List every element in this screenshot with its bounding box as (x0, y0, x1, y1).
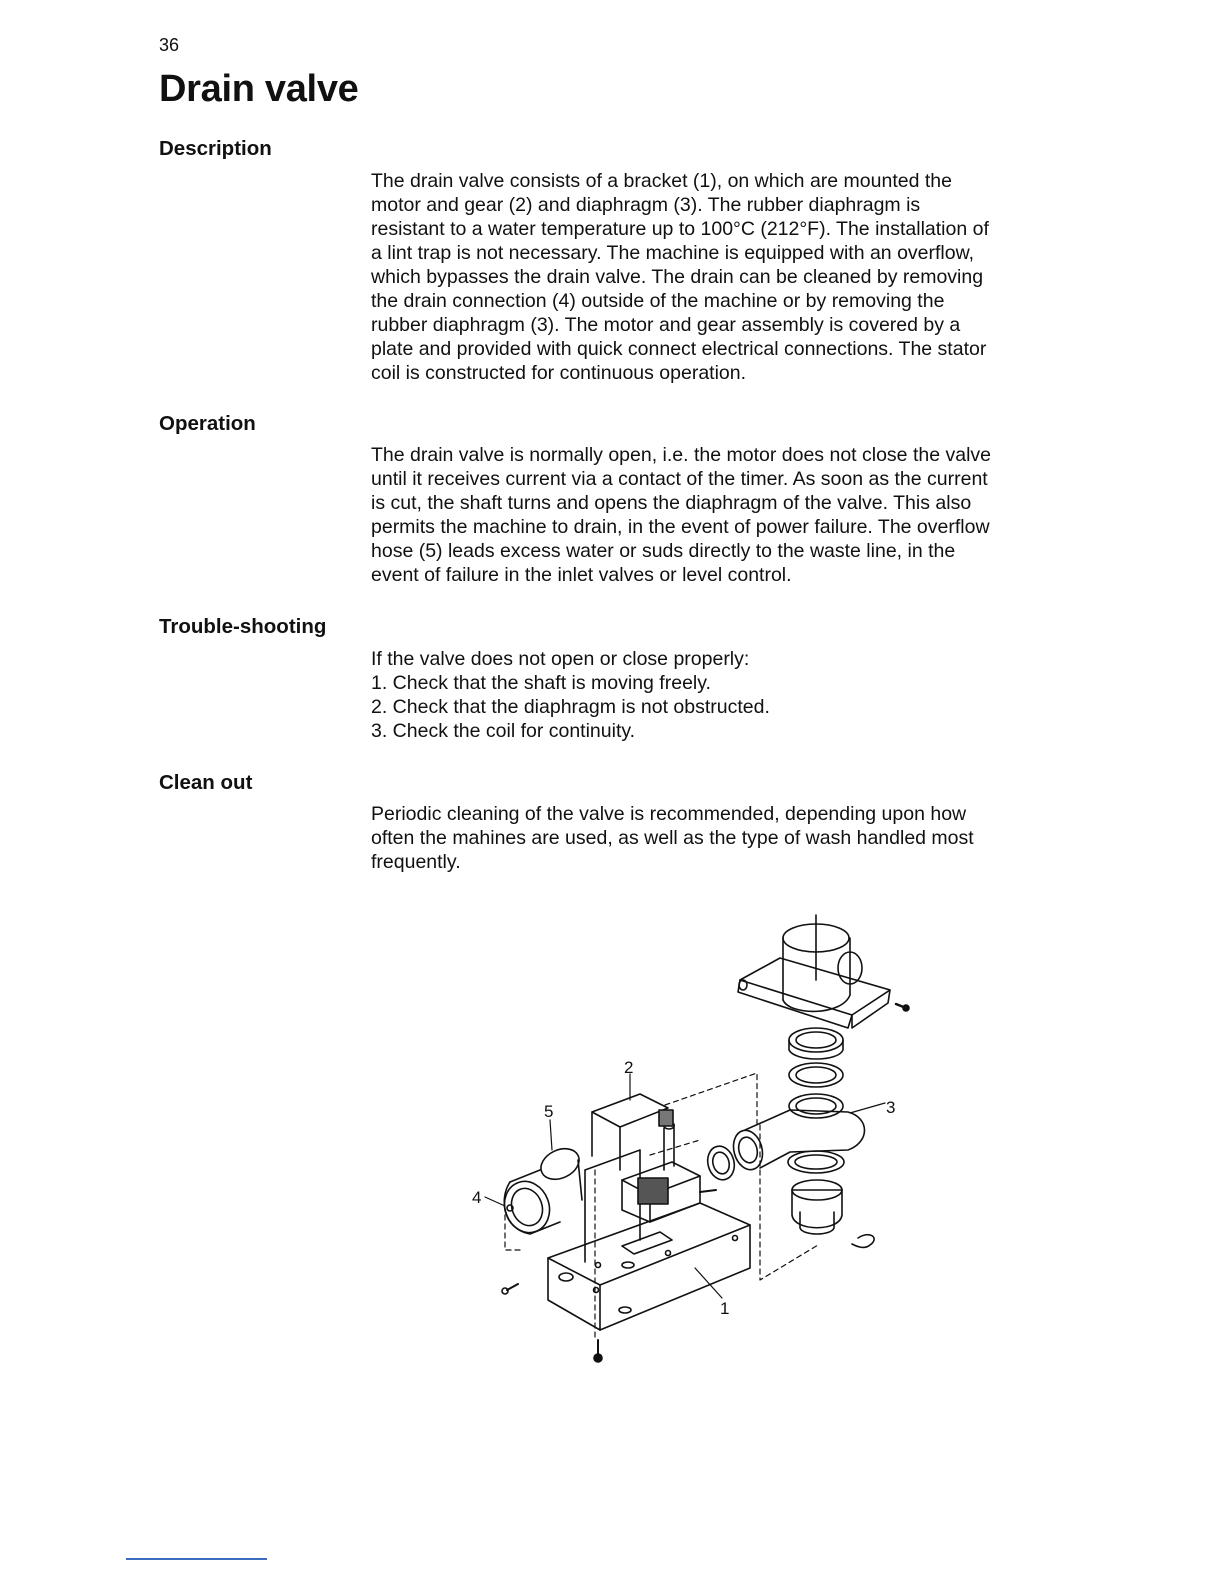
description-heading: Description (159, 137, 272, 160)
callout-3: 3 (886, 1098, 896, 1117)
footer-rule (126, 1558, 267, 1560)
callout-5: 5 (544, 1102, 554, 1121)
drain-connection (497, 1143, 584, 1239)
description-text: The drain valve consists of a bracket (1), on which are mounted the motor and gear (2) and diaphragm (3). The rubber diaphragm is resistant to a water temperature up to 100°C (212°F). The installation of a lint trap is not necessary. The machine is equipped with an overflow, which bypasses the drain valve. The drain can be cleaned by removing the drain connection (4) outside of the machine or by removing the rubber diaphragm (3). The motor and gear assembly is covered by a plate and provided with quick connect electrical connections. The stator coil is constructed for continuous operation. (371, 170, 989, 384)
trouble-shooting-heading: Trouble-shooting (159, 615, 327, 638)
diaphragm-housing (729, 1110, 864, 1234)
clamp-rings (704, 1028, 844, 1183)
page-number: 36 (159, 35, 180, 55)
operation-text: The drain valve is normally open, i.e. the motor does not close the valve until it receives current via a contact of the timer. As soon as the current is cut, the shaft turns and opens the diaphragm of the valve. This also permits the machine to drain, in the event of power failure. The overflow hose (5) leads excess water or suds directly to the waste line, in the event of failure in the inlet valves or level control. (371, 444, 991, 586)
clean-out-heading: Clean out (159, 771, 253, 794)
operation-heading: Operation (159, 412, 256, 435)
clean-out-text: Periodic cleaning of the valve is recommended, depending upon how often the mahines are used, as well as the type of wash handled most frequently. (371, 803, 974, 873)
callout-4: 4 (472, 1188, 482, 1207)
drain-valve-exploded-diagram (440, 905, 940, 1375)
callout-2: 2 (624, 1058, 634, 1077)
callout-1: 1 (720, 1299, 730, 1318)
trouble-shooting-text: If the valve does not open or close properly: 1. Check that the shaft is moving freely. 2. Check that the diaphragm is not obstructed. 3. Check the coil for continuity. (371, 648, 770, 742)
top-cover-plate (738, 915, 890, 1028)
page-title: Drain valve (159, 68, 359, 110)
motor-gear-assembly (592, 1094, 700, 1222)
